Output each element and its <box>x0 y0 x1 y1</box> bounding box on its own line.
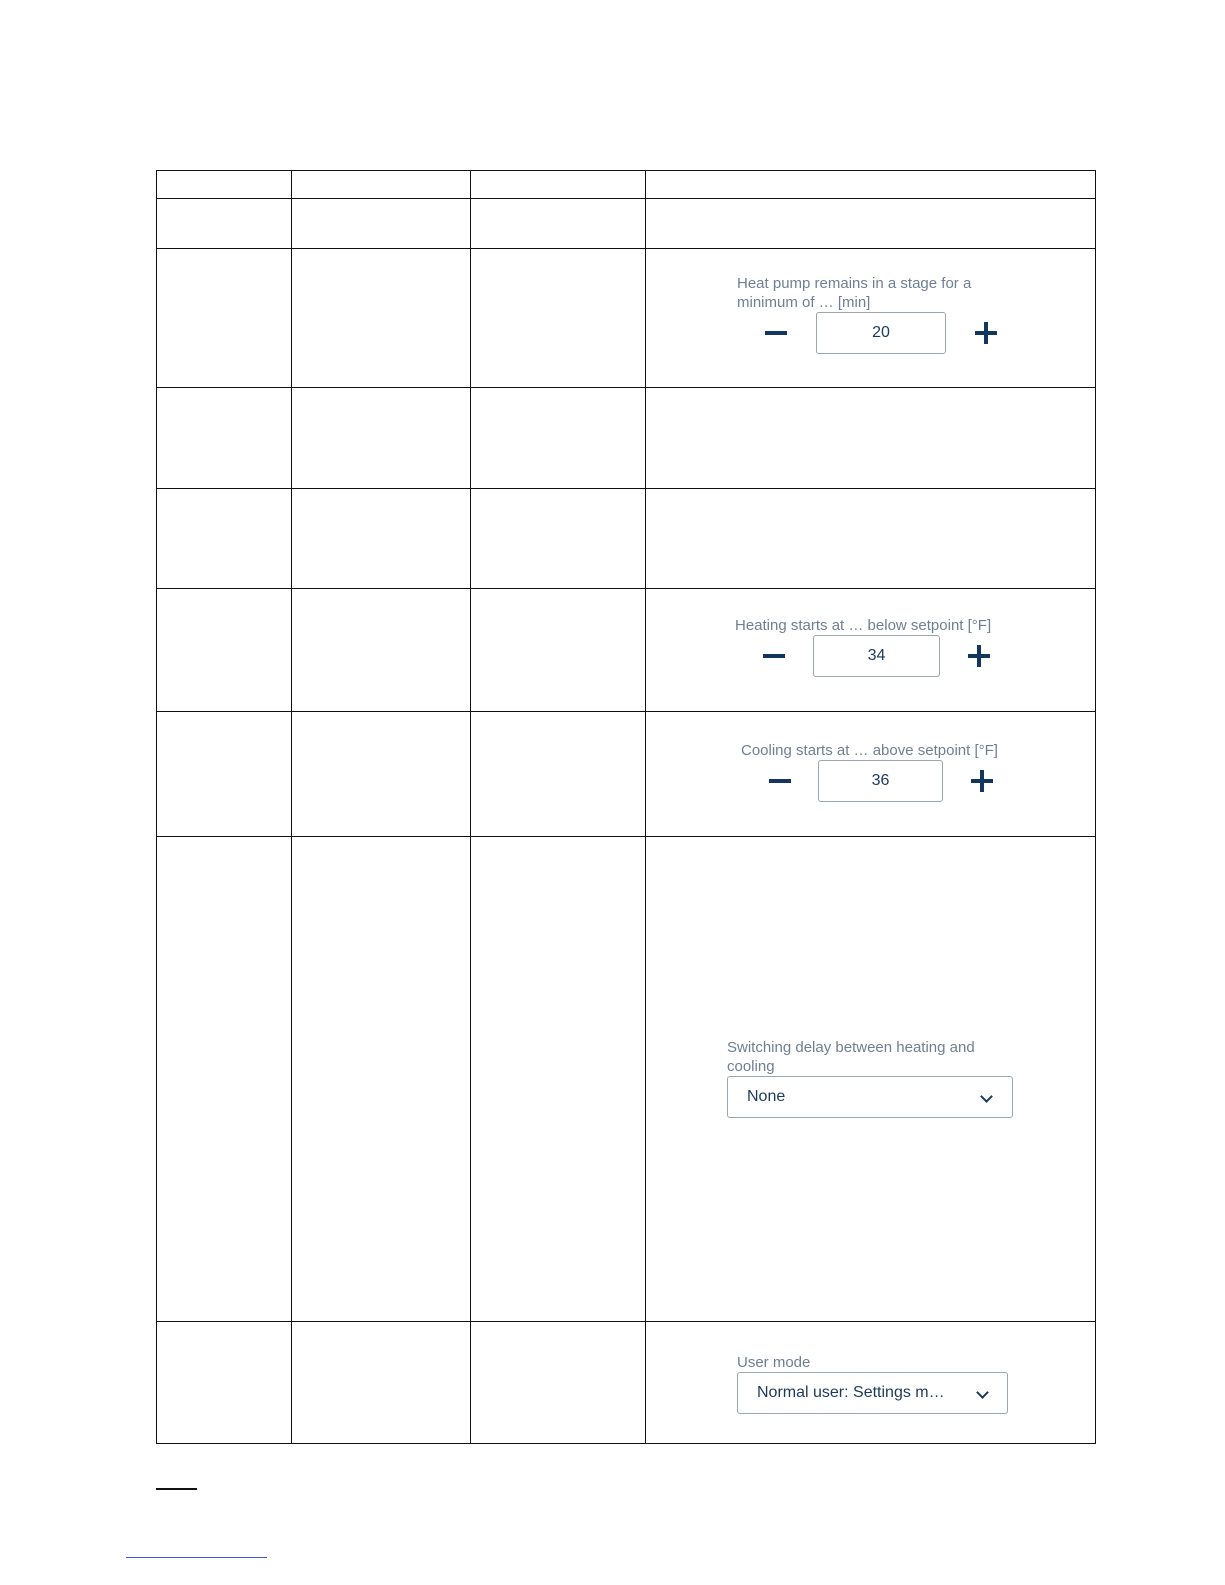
plus-icon[interactable] <box>965 642 993 670</box>
row-divider <box>156 836 1096 837</box>
plus-icon[interactable] <box>972 319 1000 347</box>
row-divider <box>156 1321 1096 1322</box>
minus-icon[interactable] <box>762 319 790 347</box>
user-mode-value: Normal user: Settings m… <box>757 1384 945 1401</box>
column-divider <box>291 170 292 1444</box>
row-divider <box>156 711 1096 712</box>
switching-delay-select[interactable] <box>727 1076 1013 1118</box>
chevron-down-icon <box>980 1090 993 1103</box>
row-divider <box>156 387 1096 388</box>
plus-icon[interactable] <box>968 767 996 795</box>
footer-link-underline <box>126 1557 267 1558</box>
switching-delay-label: Switching delay between heating and cooling <box>727 1039 975 1075</box>
row-divider <box>156 248 1096 249</box>
heating-start-stepper <box>735 616 1005 682</box>
cooling-start-input[interactable]: 36 <box>818 760 943 802</box>
user-mode-select[interactable] <box>737 1372 1008 1414</box>
heating-start-input[interactable]: 34 <box>813 635 940 677</box>
settings-table <box>156 170 1096 1444</box>
stage-time-input[interactable]: 20 <box>816 312 946 354</box>
table-border-right <box>1095 170 1096 1444</box>
cooling-start-stepper <box>741 741 1011 807</box>
row-divider <box>156 588 1096 589</box>
table-border-left <box>156 170 157 1444</box>
cooling-start-label: Cooling starts at … above setpoint [°F] <box>741 742 998 759</box>
header-row-divider <box>156 198 1096 199</box>
switching-delay-control <box>727 1038 1014 1120</box>
stage-time-label: Heat pump remains in a stage for a minimum of … [min] <box>737 275 972 311</box>
footnote-separator <box>156 1488 197 1490</box>
switching-delay-value: None <box>747 1088 786 1105</box>
heating-start-label: Heating starts at … below setpoint [°F] <box>735 617 992 634</box>
row-divider <box>156 488 1096 489</box>
minus-icon[interactable] <box>760 642 788 670</box>
table-border-bottom <box>156 1443 1096 1444</box>
user-mode-label: User mode <box>737 1354 811 1371</box>
user-mode-control <box>737 1353 1009 1413</box>
chevron-down-icon <box>976 1386 989 1399</box>
column-divider <box>645 170 646 1444</box>
table-border-top <box>156 170 1096 171</box>
column-divider <box>470 170 471 1444</box>
minus-icon[interactable] <box>766 767 794 795</box>
stage-time-stepper <box>737 274 1007 358</box>
